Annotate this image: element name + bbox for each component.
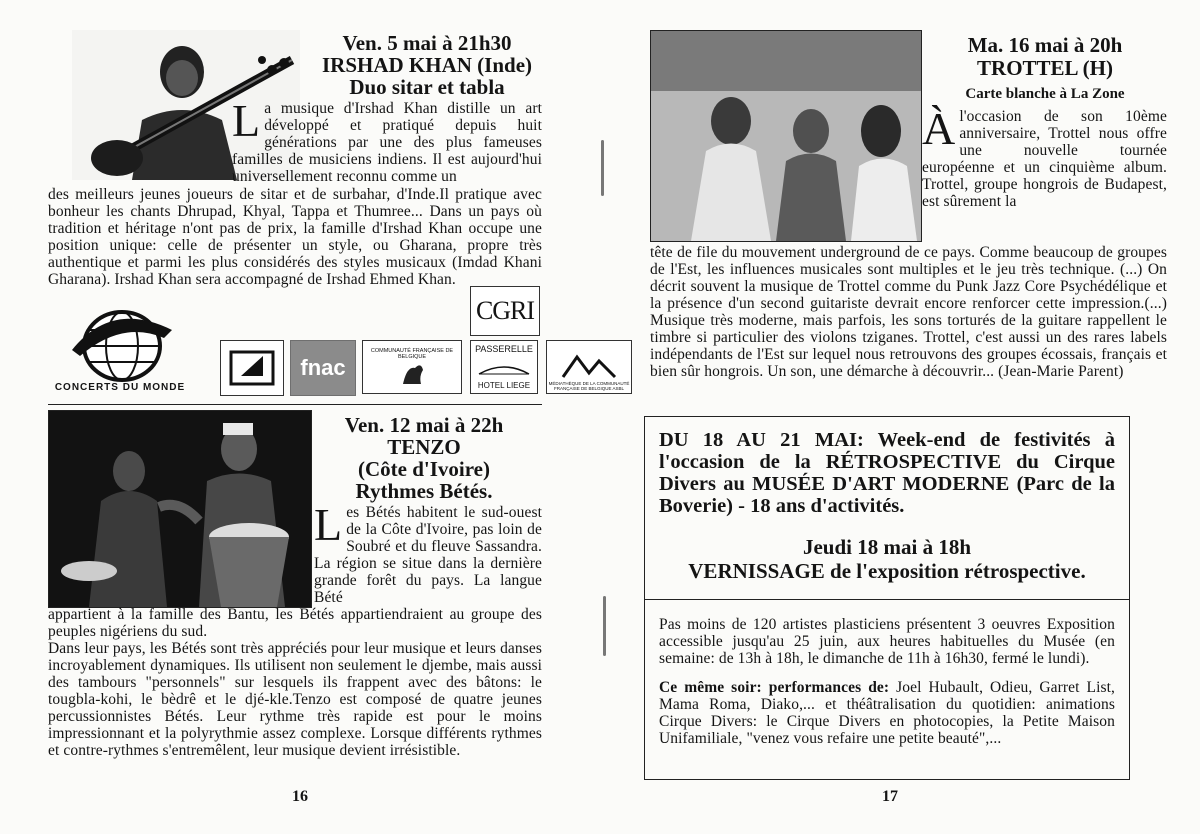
retrospective-divider bbox=[645, 599, 1129, 600]
tenzo-artist: TENZO bbox=[387, 435, 461, 459]
fnac-logo bbox=[290, 340, 356, 396]
irshad-body-indented bbox=[232, 95, 542, 185]
passerelle-top-text: PASSERELLE bbox=[475, 344, 533, 354]
sponsor-g-icon bbox=[227, 346, 277, 390]
irshad-date: Ven. 5 mai à 21h30 bbox=[342, 31, 512, 55]
tenzo-text-indented: es Bétés habitent le sud-ouest de la Côte d'Ivoire, pas loin de Soubré et du fleuve Sassandra. La région se situe dans la dernière grande forêt du pays. La langue Bété bbox=[314, 504, 542, 606]
passerelle-logo bbox=[470, 340, 538, 394]
tenzo-text-para2: Dans leur pays, les Bétés sont très appréciés pour leur musique et leurs danses incroyablement dynamiques. Ils utilisent non seulement le djembe, mais aussi des tambours "personnels" sur lesquels ils frappent avec des bâtons: le tougbla-kohi, le bèdrê et le djé-kle.Tenzo est composé de quatre jeunes percussionnistes Bétés. Leur rythme très rapide est pour le moins impressionnant et la polyrythmie assez complexe. Lorsque différents rythmes et contre-rythmes s'entremêlent, leur musique devient irrésistible. bbox=[48, 640, 542, 759]
rooster-icon bbox=[397, 360, 427, 388]
irshad-artist: IRSHAD KHAN (Inde) bbox=[321, 53, 533, 77]
drummers-photo-icon bbox=[49, 411, 311, 607]
trottel-date: Ma. 16 mai à 20h bbox=[967, 33, 1123, 57]
tenzo-text-full: appartient à la famille des Bantu, les Bétés appartiendraient au groupe des peuples nigériens du sud. bbox=[48, 606, 542, 640]
cgri-logo bbox=[470, 286, 540, 336]
tenzo-subtitle: Rythmes Bétés. bbox=[355, 479, 493, 503]
cgri-logo-text: CGRI bbox=[475, 296, 535, 325]
irshad-text-indented: a musique d'Irshad Khan distille un art développé et pratiqué depuis huit générations par une des plus fameuses familles de musiciens indiens. Il est aujourd'hui universellement reconnu comme un bbox=[232, 100, 542, 185]
retrospective-box bbox=[644, 416, 1130, 780]
fnac-logo-text: fnac bbox=[300, 355, 346, 380]
retrospective-text1: Pas moins de 120 artistes plasticiens présentent 3 oeuvres Exposition accessible jusqu'au 25 juin, aux heures habituelles du Musée (en semaine: de 13h à 18h, le dimanche de 11h à 16h30, fermé le lundi). bbox=[659, 616, 1115, 667]
retrospective-heading: DU 18 AU 21 MAI: Week-end de festivités à l'occasion de la RÉTROSPECTIVE du Cirque Divers au MUSÉE D'ART MODERNE (Parc de la Boverie) - 18 ans d'activités. bbox=[659, 429, 1115, 517]
tenzo-country: (Côte d'Ivoire) bbox=[358, 457, 490, 481]
vernissage-title: VERNISSAGE de l'exposition rétrospective. bbox=[688, 559, 1086, 583]
sponsor-logo-g bbox=[220, 340, 284, 396]
trottel-artist: TROTTEL (H) bbox=[977, 56, 1113, 80]
band-photo-icon bbox=[651, 31, 921, 241]
page-number-left: 16 bbox=[292, 788, 308, 805]
left-section-divider bbox=[48, 404, 542, 405]
irshad-subtitle: Duo sitar et tabla bbox=[349, 75, 505, 99]
retrospective-text2: Joel Hubault, Odieu, Garret List, Mama Roma, Diako,... et théâtralisation du quotidien: animations Cirque Divers: le Cirque Divers en photocopies, la Petite Maison Unifamiliale, "venez vous refaire une petite beauté",... bbox=[659, 679, 1115, 747]
trottel-body-indented bbox=[922, 103, 1167, 210]
staple-top bbox=[601, 140, 604, 196]
tenzo-body-indented bbox=[314, 499, 542, 606]
staple-bottom bbox=[603, 596, 606, 656]
communaute-text: COMMUNAUTÉ FRANÇAISE DE BELGIQUE bbox=[370, 348, 454, 360]
concerts-du-monde-text: CONCERTS DU MONDE bbox=[54, 382, 186, 393]
irshad-text-full: des meilleurs jeunes joueurs de sitar et de surbahar, d'Inde.Il pratique avec bonheur les chants Dhrupad, Khyal, Tappa et Thumree... Dans un pays où tradition et héritage n'ont pas de prix, la famille d'Irshad Khan occupe une position unique: celle de présenter un style, ou Gharana, propre très authentique et parmi les plus considérés des styles musicaux (Imdad Khani Gharana). Irshad Khan sera accompagné de Irshad Ehmed Khan. bbox=[48, 186, 542, 288]
vernissage-date: Jeudi 18 mai à 18h bbox=[802, 535, 972, 559]
bridge-icon bbox=[477, 360, 531, 376]
tenzo-date: Ven. 12 mai à 22h bbox=[344, 413, 504, 437]
tenzo-dropcap: L bbox=[314, 499, 343, 550]
page-number-right: 17 bbox=[882, 788, 898, 805]
concerts-du-monde-logo bbox=[52, 290, 188, 398]
communaute-francaise-logo bbox=[362, 340, 462, 394]
retrospective-text2-bold: Ce même soir: performances de: bbox=[659, 679, 890, 696]
mediatheque-logo bbox=[546, 340, 632, 394]
trottel-subtitle: Carte blanche à La Zone bbox=[965, 86, 1125, 102]
trottel-text-indented: l'occasion de son 10ème anniversaire, Trottel nous offre une nouvelle tournée européenne et un cinquième album. Trottel, groupe hongrois de Budapest, est sûrement la bbox=[922, 108, 1167, 210]
trottel-photo bbox=[650, 30, 922, 242]
mediatheque-text: MÉDIATHÈQUE DE LA COMMUNAUTÉ FRANÇAISE DE BELGIQUE ASBL bbox=[548, 381, 630, 391]
mediatheque-icon bbox=[559, 351, 619, 381]
tenzo-photo bbox=[48, 410, 312, 608]
trottel-dropcap: À bbox=[922, 103, 956, 154]
passerelle-bottom-text: HOTEL LIEGE bbox=[477, 381, 531, 390]
irshad-dropcap: L bbox=[232, 95, 261, 146]
trottel-text-full: tête de file du mouvement underground de ce pays. Comme beaucoup de groupes de l'Est, les influences musicales sont multiples et le jeu très technique. (...) On décrit souvent la musique de Trottel comme du Punk Jazz Core Psychédélique et la présence d'un second guitariste devrait encore renforcer cette impression.(...) Musique très moderne, mais parfois, les sons torturés de la guitare rappellent le timbre si particulier des violons tziganes. Trottel, c'est aussi un des rares labels indépendants de l'Est sur lequel nous retrouvons des groupes écossais, français et bien sûr hongrois. Un son, une démarche à découvrir... (Jean-Marie Parent) bbox=[650, 244, 1167, 380]
